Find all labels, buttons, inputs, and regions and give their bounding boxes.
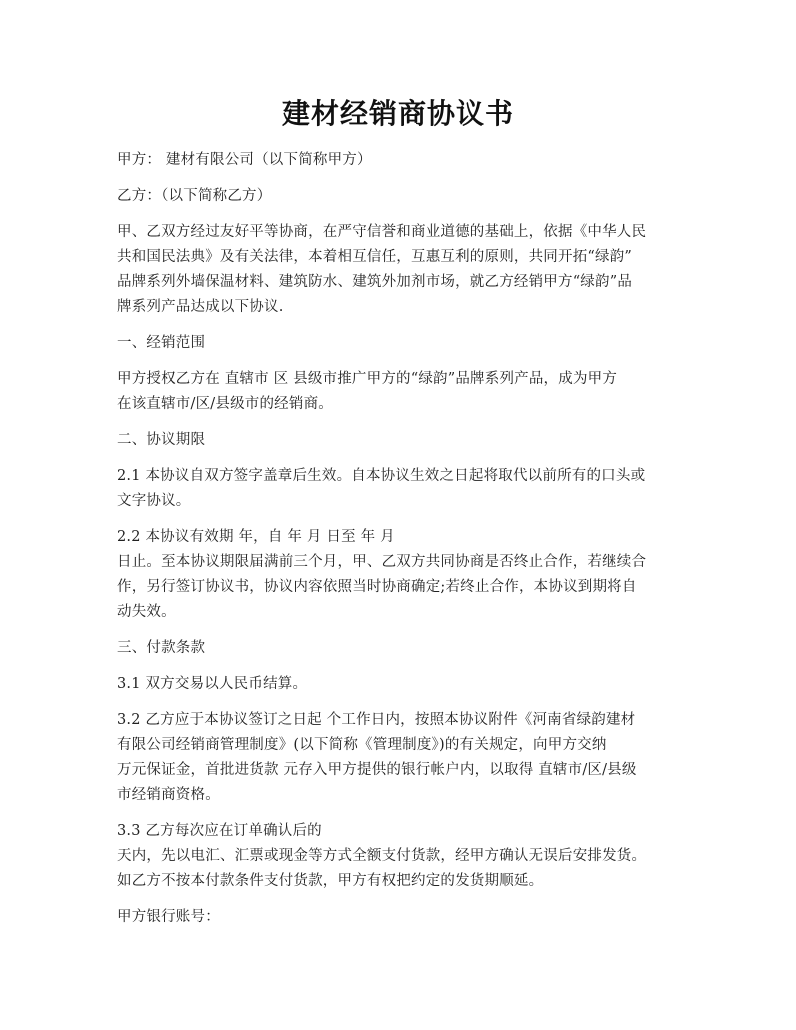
clause-3-2-line: 万元保证金，首批进货款 元存入甲方提供的银行帐户内，以取得 直辖市/区/县级	[117, 762, 637, 778]
section-2-heading: 二、协议期限	[117, 432, 206, 448]
clause-2-2-line: 作，另行签订协议书，协议内容依照当时协商确定;若终止合作，本协议到期将自	[117, 579, 637, 595]
section-1-line: 在该直辖市/区/县级市的经销商。	[117, 396, 333, 412]
document-title: 建材经销商协议书	[281, 97, 514, 130]
clause-3-2	[117, 708, 687, 808]
clause-2-2-line: 日止。至本协议期限届满前三个月，甲、乙双方共同协商是否终止合作，若继续合	[117, 554, 647, 570]
section-3-heading: 三、付款条款	[117, 640, 206, 656]
intro-line: 牌系列产品达成以下协议.	[117, 299, 284, 315]
intro-paragraph	[117, 220, 687, 320]
clause-2-1-line: 2.1 本协议自双方签字盖章后生效。自本协议生效之日起将取代以前所有的口头或	[117, 468, 646, 484]
party-b-line: 乙方：（以下简称乙方）	[117, 188, 272, 204]
clause-2-1	[117, 464, 687, 514]
intro-line: 甲、乙双方经过友好平等协商，在严守信誉和商业道德的基础上，依据《中华人民	[117, 224, 647, 240]
clause-2-2-line: 2.2 本协议有效期 年，自 年 月 日至 年 月	[117, 529, 395, 545]
intro-line: 品牌系列外墙保温材料、建筑防水、建筑外加剂市场，就乙方经销甲方“绿韵”品	[117, 274, 633, 290]
clause-3-2-line: 有限公司经销商管理制度》(以下简称《管理制度》)的有关规定，向甲方交纳	[117, 737, 607, 753]
bank-account-line: 甲方银行账号：	[117, 909, 220, 925]
intro-line: 共和国民法典》及有关法律，本着相互信任，互惠互利的原则，共同开拓“绿韵”	[117, 249, 633, 265]
clause-2-2	[117, 525, 687, 625]
document-body	[117, 148, 687, 941]
clause-3-3	[117, 819, 687, 894]
clause-3-2-line: 市经销商资格。	[117, 787, 220, 803]
party-a-line: 甲方： 建材有限公司（以下简称甲方）	[117, 152, 372, 168]
clause-3-3-line: 3.3 乙方每次应在订单确认后的	[117, 823, 322, 839]
section-1-paragraph	[117, 367, 687, 417]
clause-3-3-line: 天内，先以电汇、汇票或现金等方式全额支付货款，经甲方确认无误后安排发货。	[117, 848, 647, 864]
section-1-line: 甲方授权乙方在 直辖市 区 县级市推广甲方的“绿韵”品牌系列产品，成为甲方	[117, 371, 618, 387]
clause-3-1: 3.1 双方交易以人民币结算。	[117, 676, 308, 692]
clause-3-3-line: 如乙方不按本付款条件支付货款，甲方有权把约定的发货期顺延。	[117, 873, 544, 889]
clause-2-2-line: 动失效。	[117, 604, 176, 620]
clause-2-1-line: 文字协议。	[117, 493, 191, 509]
clause-3-2-line: 3.2 乙方应于本协议签订之日起 个工作日内，按照本协议附件《河南省绿韵建材	[117, 712, 636, 728]
section-1-heading: 一、经销范围	[117, 335, 206, 351]
